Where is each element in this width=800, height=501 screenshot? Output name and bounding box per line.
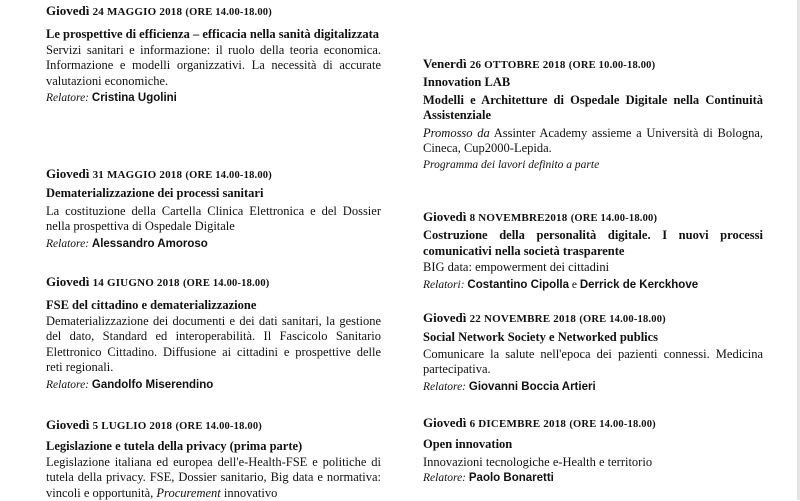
session-title: Le prospettive di efficienza – efficacia nella sanità digitalizzata xyxy=(46,27,381,43)
session-description: BIG data: empowerment dei cittadini xyxy=(423,260,763,276)
session-31-maggio xyxy=(46,166,381,252)
session-title: Costruzione della personalità digitale. I nuovi processi comunicativi nella società trasparente xyxy=(423,228,763,259)
session-date: Giovedì 24 MAGGIO 2018 (ORE 14.00-18.00) xyxy=(46,3,381,21)
session-date: Giovedì 5 LUGLIO 2018 (ORE 14.00-18.00) xyxy=(46,417,381,435)
session-title: Dematerializzazione dei processi sanitari xyxy=(46,186,381,202)
session-8-novembre xyxy=(423,209,763,293)
session-date: Giovedì 31 MAGGIO 2018 (ORE 14.00-18.00) xyxy=(46,166,381,184)
session-description: Innovazioni tecnologiche e-Health e territorio xyxy=(423,455,763,471)
session-note: Programma dei lavori definito a parte xyxy=(423,157,763,173)
session-description: Dematerializzazione dei documenti e dei dati sanitari, la gestione del dato, Standard ed interoperabilità. Il Fascicolo Sanitario Elettronico Cittadino. Diffusione ai cittadini e prospettive delle reti regionali. xyxy=(46,314,381,376)
session-speaker: Relatore: Gandolfo Miserendino xyxy=(46,377,381,393)
session-description: Legislazione italiana ed europea dell'e-Health-FSE e politiche di tutela della privacy. FSE, Dossier sanitario, Big data e normativa: vincoli e opportunità, Procurement innovativo xyxy=(46,455,381,501)
session-title: Social Network Society e Networked publics xyxy=(423,330,763,346)
session-5-luglio xyxy=(46,417,381,501)
session-date: Venerdì 26 OTTOBRE 2018 (ORE 10.00-18.00) xyxy=(423,56,763,74)
session-date: Giovedì 14 GIUGNO 2018 (ORE 14.00-18.00) xyxy=(46,274,381,292)
session-description: La costituzione della Cartella Clinica Elettronica e del Dossier nella prospettiva di Ospedale Digitale xyxy=(46,204,381,235)
session-description: Comunicare la salute nell'epoca dei pazienti connessi. Medicina partecipativa. xyxy=(423,347,763,378)
session-date: Giovedì 22 NOVEMBRE 2018 (ORE 14.00-18.00) xyxy=(423,310,763,328)
session-speaker: Relatore: Giovanni Boccia Artieri xyxy=(423,379,763,395)
session-speakers: Relatori: Costantino Cipolla e Derrick de Kerckhove xyxy=(423,277,763,293)
session-date: Giovedì 6 DICEMBRE 2018 (ORE 14.00-18.00) xyxy=(423,415,763,433)
session-description: Servizi sanitari e informazione: il ruolo della teoria economica. Informazione e modelli organizzativi. La necessità di accurate valutazioni economiche. xyxy=(46,43,381,90)
session-title: Legislazione e tutela della privacy (prima parte) xyxy=(46,439,381,455)
session-title: Open innovation xyxy=(423,437,763,453)
session-14-giugno xyxy=(46,274,381,393)
session-title: FSE del cittadino e dematerializzazione xyxy=(46,298,381,314)
session-subtitle: Modelli e Architetture di Ospedale Digitale nella Continuità Assistenziale xyxy=(423,93,763,124)
session-26-ottobre xyxy=(423,56,763,173)
session-speaker: Relatore: Paolo Bonaretti xyxy=(423,470,763,486)
session-promoter: Promosso da Assinter Academy assieme a Università di Bologna, Cineca, Cup2000-Lepida. xyxy=(423,126,763,157)
session-speaker: Relatore: Cristina Ugolini xyxy=(46,90,381,106)
session-speaker: Relatore: Alessandro Amoroso xyxy=(46,236,381,252)
session-6-dicembre xyxy=(423,415,763,486)
session-title: Innovation LAB xyxy=(423,75,763,91)
session-date: Giovedì 8 NOVEMBRE2018 (ORE 14.00-18.00) xyxy=(423,209,763,227)
session-24-maggio xyxy=(46,3,381,106)
session-22-novembre xyxy=(423,310,763,395)
